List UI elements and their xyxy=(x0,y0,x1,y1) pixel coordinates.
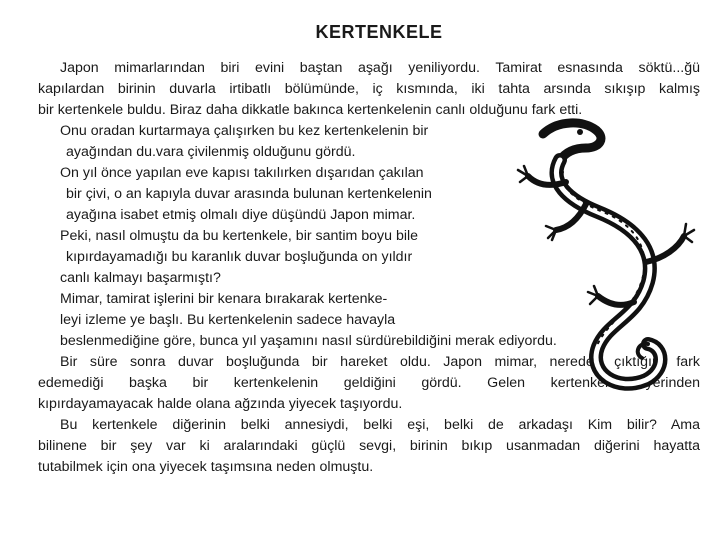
paragraph-line: bir kertenkele buldu. Biraz daha dikkatle bakınca kertenkelenin canlı olduğunu fark etti. xyxy=(38,102,583,118)
paragraph-line: ayağından du.vara çivilenmiş olduğunu gördü. xyxy=(66,144,356,160)
paragraph-line: Japon mimarlarından biri evini baştan aşağı yeniliyordu. Tamirat esnasında söktü...ğü xyxy=(60,60,700,76)
paragraph-line: beslenmediğine göre, bunca yıl yaşamını nasıl sürdürebildiğini merak ediyordu. xyxy=(60,333,557,349)
paragraph-line: Mimar, tamirat işlerini bir kenara bırakarak kertenke- xyxy=(60,291,388,307)
paragraph-line: ayağına isabet etmiş olmalı diye düşündü Japon mimar. xyxy=(66,207,416,223)
paragraph-line: leyi izleme ye başlı. Bu kertenkelenin sadece havayla xyxy=(60,312,396,328)
paragraph-line: edemediği başka bir kertenkelenin geldiğini gördü. Gelen kertenkele, yerinden xyxy=(38,375,700,391)
document-title: KERTENKELE xyxy=(315,22,443,42)
paragraph-line: Onu oradan kurtarmaya çalışırken bu kez kertenkelenin bir xyxy=(60,123,429,139)
paragraph-line: kıpırdayamayacak halde olana ağzında yiyecek taşıyordu. xyxy=(38,396,403,412)
paragraph-line: bilinene bir şey var ki aralarındaki güçlü sevgi, birinin bıkıp usanmadan diğerini hayatta xyxy=(38,438,700,454)
paragraph-line: Bir süre sonra duvar boşluğunda bir hareket oldu. Japon mimar, nereden çıktığını fark xyxy=(60,354,700,370)
paragraph-line: bir çivi, o an kapıyla duvar arasında bulunan kertenkelenin xyxy=(66,186,432,202)
paragraph-line: canlı kalmayı başarmıştı? xyxy=(60,270,221,286)
lizard-illustration-icon xyxy=(488,112,708,402)
paragraph-line: Bu kertenkele diğerinin belki annesiydi, belki eşi, belki de arkadaşı Kim bilir? Ama xyxy=(60,417,700,433)
paragraph-line: tutabilmek için ona yiyecek taşımsına neden olmuştu. xyxy=(38,459,374,475)
paragraph-line: On yıl önce yapılan eve kapısı takılırken dışarıdan çakılan xyxy=(60,165,424,181)
paragraph-line: kapılardan birinin duvarla irtibatlı bölümünde, iç kısmında, iki tahta arsında sıkışıp kalmış xyxy=(38,81,700,97)
paragraph-line: Peki, nasıl olmuştu da bu kertenkele, bir santim boyu bile xyxy=(60,228,419,244)
paragraph-line: kıpırdayamadığı bu karanlık duvar boşluğunda on yıldır xyxy=(66,249,413,265)
